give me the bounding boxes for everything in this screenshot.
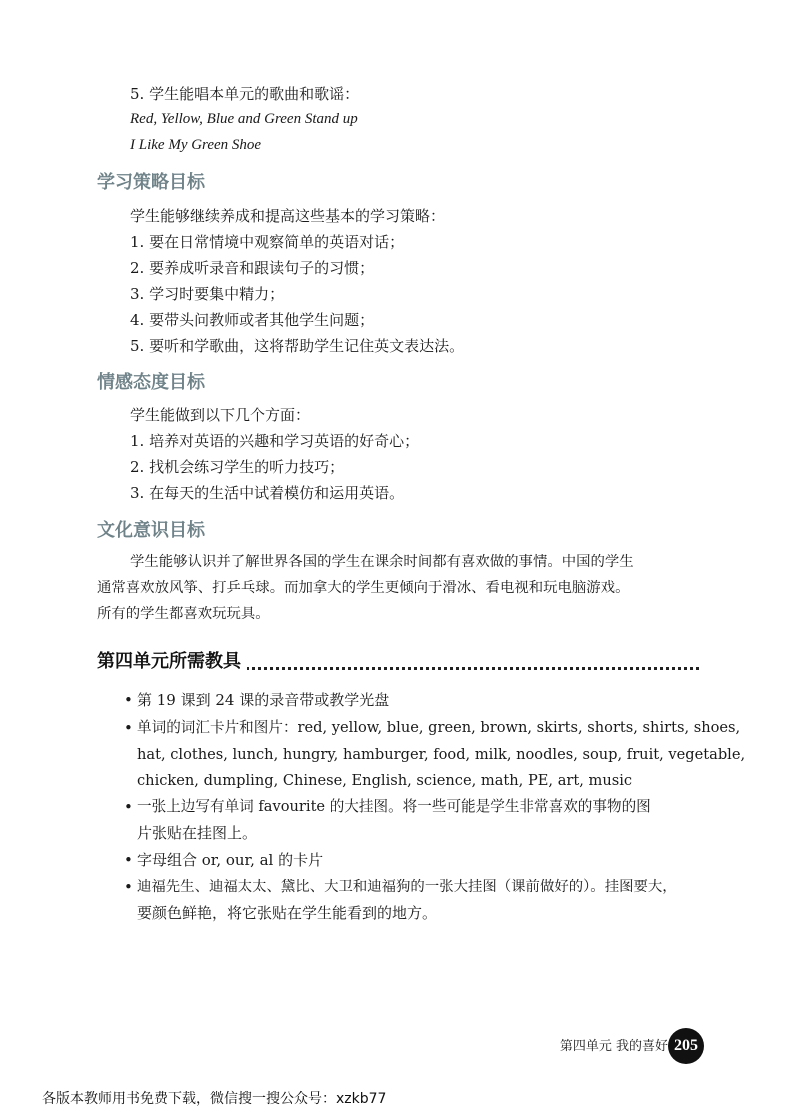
materials-item-3-line-2: 片张贴在挂图上。: [137, 824, 258, 842]
bullet-dot: •: [124, 798, 133, 816]
strategy-heading: 学习策略目标: [97, 172, 205, 193]
bullet-dot: •: [124, 691, 133, 709]
materials-item-2-line-3: chicken, dumpling, Chinese, English, science, math, PE, art, music: [137, 772, 633, 789]
bullet-dot: •: [124, 851, 133, 869]
song-title-2: I Like My Green Shoe: [130, 137, 262, 153]
materials-item-5-line-2: 要颜色鲜艳，将它张贴在学生能看到的地方。: [137, 904, 438, 922]
materials-heading: 第四单元所需教具: [97, 650, 247, 674]
culture-heading: 文化意识目标: [97, 520, 205, 541]
bullet-dot: •: [124, 878, 133, 896]
materials-item-3-line-1: 一张上边写有单词 favourite 的大挂图。将一些可能是学生非常喜欢的事物的图: [137, 798, 651, 815]
culture-line-1: 学生能够认识并了解世界各国的学生在课余时间都有喜欢做的事情。中国的学生: [130, 554, 634, 570]
materials-item-4-line-1: 字母组合 or, our, al 的卡片: [137, 851, 324, 869]
affect-item-1: 1. 培养对英语的兴趣和学习英语的好奇心；: [130, 432, 420, 450]
affect-item-2: 2. 找机会练习学生的听力技巧；: [130, 458, 345, 476]
strategy-item-2: 2. 要养成听录音和跟读句子的习惯；: [130, 259, 375, 277]
culture-line-3: 所有的学生都喜欢玩玩具。: [97, 606, 270, 622]
strategy-item-1: 1. 要在日常情境中观察简单的英语对话；: [130, 233, 405, 251]
culture-line-2: 通常喜欢放风筝、打乒乓球。而加拿大的学生更倾向于滑冰、看电视和玩电脑游戏。: [97, 580, 630, 596]
song-title-1: Red, Yellow, Blue and Green Stand up: [130, 111, 358, 127]
materials-item-5-line-1: 迪福先生、迪福太太、黛比、大卫和迪福狗的一张大挂图（课前做好的）。挂图要大，: [137, 879, 677, 895]
materials-item-2-line-1: 单词的词汇卡片和图片：red, yellow, blue, green, brown, skirts, shorts, shirts, shoes,: [137, 719, 741, 736]
affect-item-3: 3. 在每天的生活中试着模仿和运用英语。: [130, 484, 405, 502]
bullet-dot: •: [124, 719, 133, 737]
materials-item-1-line-1: 第 19 课到 24 课的录音带或教学光盘: [137, 691, 390, 709]
affect-intro: 学生能做到以下几个方面：: [130, 406, 311, 424]
strategy-item-4: 4. 要带头问教师或者其他学生问题；: [130, 311, 375, 329]
strategy-item-3: 3. 学习时要集中精力；: [130, 285, 285, 303]
goal-item-5: 5. 学生能唱本单元的歌曲和歌谣：: [130, 85, 360, 103]
running-footer: 第四单元 我的喜好: [559, 1039, 668, 1054]
affect-heading: 情感态度目标: [97, 372, 205, 393]
materials-item-2-line-2: hat, clothes, lunch, hungry, hamburger, food, milk, noodles, soup, fruit, vegetable,: [137, 746, 746, 763]
strategy-item-5: 5. 要听和学歌曲，这将帮助学生记住英文表达法。: [130, 337, 465, 355]
page-number-badge: 205: [668, 1028, 704, 1064]
download-notice: 各版本教师用书免费下载，微信搜一搜公众号：xzkb77: [42, 1091, 387, 1107]
strategy-intro: 学生能够继续养成和提高这些基本的学习策略：: [130, 207, 446, 225]
